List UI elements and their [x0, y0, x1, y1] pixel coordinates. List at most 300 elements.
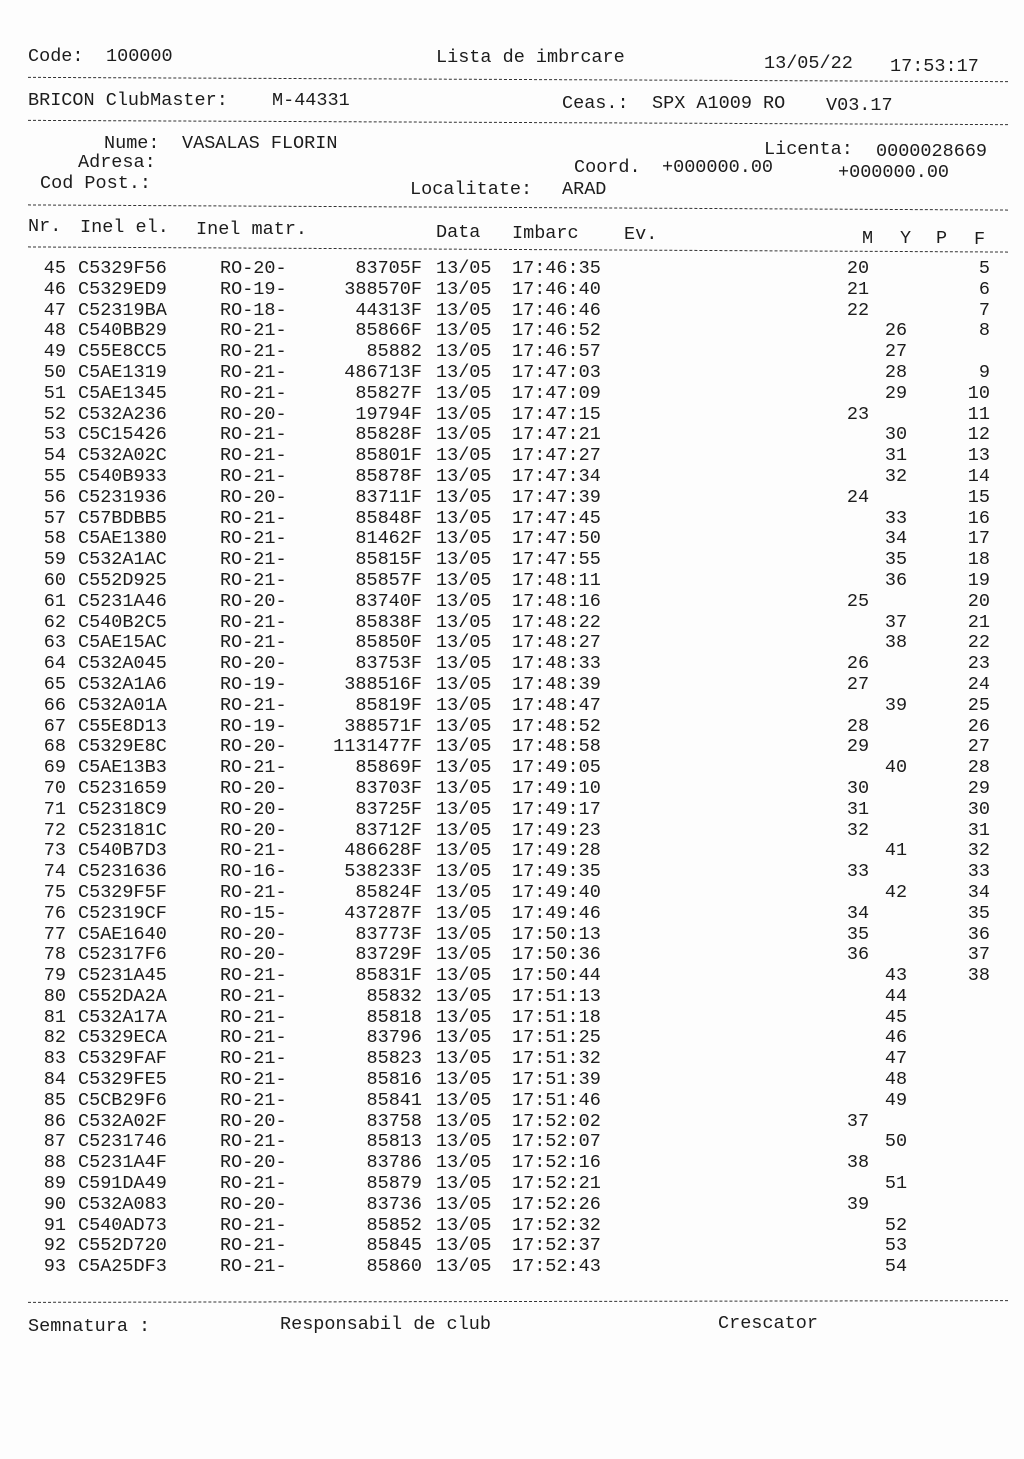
- entry-time: 17:48:39: [512, 673, 601, 695]
- ring-prefix: RO-21-: [220, 1069, 287, 1091]
- electronic-ring: C5CB29F6: [78, 1089, 167, 1111]
- ring-number: 85882: [366, 341, 422, 363]
- count-y: 48: [884, 1069, 908, 1091]
- ring-number: 85831F: [355, 965, 422, 987]
- count-f: 34: [967, 881, 990, 903]
- electronic-ring: C532A17A: [78, 1006, 167, 1028]
- table-row: [0, 1048, 1024, 1069]
- coord-y: +000000.00: [838, 162, 950, 183]
- table-row: [0, 924, 1024, 945]
- entry-date: 13/05: [436, 569, 492, 591]
- divider: [28, 120, 1008, 125]
- table-row: [0, 1090, 1024, 1111]
- electronic-ring: C540B933: [78, 465, 167, 487]
- electronic-ring: C5329FE5: [78, 1069, 167, 1091]
- ring-prefix: RO-20-: [220, 923, 287, 945]
- count-y: 47: [884, 1048, 908, 1070]
- entry-date: 13/05: [436, 486, 492, 508]
- clock-label: Ceas.:: [562, 93, 629, 114]
- table-row: [0, 736, 1024, 757]
- ring-prefix: RO-20-: [220, 1193, 287, 1215]
- count-f: 38: [967, 965, 990, 987]
- count-f: 17: [967, 528, 990, 550]
- entry-time: 17:52:37: [512, 1235, 601, 1257]
- table-row: [0, 861, 1024, 882]
- electronic-ring: C532A1AC: [78, 549, 167, 571]
- ring-prefix: RO-21-: [220, 507, 287, 529]
- count-m: 28: [846, 715, 870, 737]
- electronic-ring: C55E8D13: [78, 715, 167, 737]
- entry-time: 17:51:39: [512, 1069, 601, 1091]
- ring-prefix: RO-20-: [220, 736, 287, 758]
- electronic-ring: C5A25DF3: [78, 1256, 167, 1278]
- entry-time: 17:47:34: [512, 465, 601, 487]
- ring-number: 85866F: [355, 320, 422, 342]
- ring-prefix: RO-20-: [220, 590, 287, 612]
- count-m: 35: [846, 923, 870, 945]
- ring-prefix: RO-21-: [220, 881, 287, 903]
- ring-number: 538233F: [344, 861, 422, 883]
- row-number: 68: [43, 736, 66, 758]
- row-number: 64: [43, 653, 66, 675]
- row-number: 81: [43, 1006, 66, 1028]
- license-value: 0000028669: [876, 141, 988, 162]
- entry-date: 13/05: [436, 1193, 492, 1215]
- count-f: 6: [978, 278, 990, 300]
- row-number: 82: [43, 1027, 66, 1049]
- count-f: 30: [967, 798, 990, 820]
- ring-number: 85828F: [355, 424, 422, 446]
- table-row: [0, 279, 1024, 300]
- document-title: Lista de imbrcare: [436, 47, 625, 68]
- table-row: [0, 716, 1024, 737]
- electronic-ring: C552D720: [78, 1235, 167, 1257]
- entry-date: 13/05: [436, 1069, 492, 1091]
- entry-date: 13/05: [436, 1235, 492, 1257]
- electronic-ring: C5AE1319: [78, 361, 167, 383]
- postal-code-label: Cod Post.:: [40, 173, 152, 194]
- count-m: 39: [846, 1193, 870, 1215]
- row-number: 63: [43, 632, 66, 654]
- row-number: 62: [43, 611, 66, 633]
- table-row: [0, 674, 1024, 695]
- count-y: 26: [884, 320, 908, 342]
- row-number: 88: [43, 1152, 66, 1174]
- electronic-ring: C552D925: [78, 569, 167, 591]
- count-y: 31: [884, 445, 908, 467]
- table-row: [0, 778, 1024, 799]
- entry-time: 17:47:27: [512, 445, 601, 467]
- entry-time: 17:51:32: [512, 1048, 601, 1070]
- count-y: 54: [884, 1256, 908, 1278]
- ring-number: 85819F: [355, 694, 422, 716]
- col-p: P: [936, 228, 948, 249]
- count-f: 11: [967, 403, 990, 425]
- row-number: 72: [43, 819, 66, 841]
- table-row: [0, 757, 1024, 778]
- entry-date: 13/05: [436, 798, 492, 820]
- table-row: [0, 466, 1024, 487]
- row-number: 79: [43, 965, 66, 987]
- ring-number: 83796: [366, 1027, 422, 1049]
- col-data: Data: [436, 222, 481, 243]
- entry-time: 17:49:46: [512, 902, 601, 924]
- count-m: 31: [846, 798, 870, 820]
- electronic-ring: C5231636: [78, 861, 167, 883]
- electronic-ring: C540BB29: [78, 320, 167, 342]
- entry-date: 13/05: [436, 278, 492, 300]
- entry-time: 17:50:36: [512, 944, 601, 966]
- entry-time: 17:49:05: [512, 757, 601, 779]
- row-number: 74: [43, 861, 66, 883]
- count-f: 24: [967, 673, 990, 695]
- entry-time: 17:47:39: [512, 486, 601, 508]
- table-row: [0, 300, 1024, 321]
- count-f: 29: [967, 777, 990, 799]
- count-y: 39: [884, 694, 908, 716]
- club-value: M-44331: [272, 90, 350, 111]
- divider: [28, 204, 1008, 210]
- entry-time: 17:51:13: [512, 985, 601, 1007]
- count-f: 23: [967, 653, 990, 675]
- table-row: [0, 653, 1024, 674]
- row-number: 73: [43, 840, 66, 862]
- table-row: [0, 944, 1024, 965]
- ring-prefix: RO-21-: [220, 1256, 287, 1278]
- ring-number: 85857F: [355, 569, 422, 591]
- count-f: 26: [967, 715, 990, 737]
- electronic-ring: C5AE1345: [78, 382, 167, 404]
- ring-prefix: RO-20-: [220, 1152, 287, 1174]
- entry-time: 17:48:33: [512, 653, 601, 675]
- electronic-ring: C5C15426: [78, 424, 167, 446]
- table-row: [0, 591, 1024, 612]
- ring-number: 85832: [366, 985, 422, 1007]
- count-y: 44: [884, 985, 908, 1007]
- count-m: 27: [846, 673, 870, 695]
- ring-prefix: RO-21-: [220, 361, 287, 383]
- ring-number: 83786: [366, 1152, 422, 1174]
- ring-number: 85848F: [355, 507, 422, 529]
- count-f: 27: [967, 736, 990, 758]
- row-number: 75: [43, 881, 66, 903]
- count-f: 18: [967, 549, 990, 571]
- col-m: M: [862, 228, 874, 249]
- electronic-ring: C5231A46: [78, 590, 167, 612]
- table-row: [0, 383, 1024, 404]
- ring-prefix: RO-21-: [220, 1235, 287, 1257]
- divider: [28, 77, 1008, 82]
- entry-time: 17:49:17: [512, 798, 601, 820]
- ring-prefix: RO-21-: [220, 632, 287, 654]
- row-number: 45: [43, 258, 66, 279]
- table-row: [0, 1131, 1024, 1152]
- row-number: 78: [43, 944, 66, 966]
- entry-time: 17:49:40: [512, 881, 601, 903]
- entry-date: 13/05: [436, 1006, 492, 1028]
- code-label: Code:: [28, 46, 84, 67]
- count-m: 37: [846, 1110, 870, 1132]
- electronic-ring: C5329E8C: [78, 736, 167, 758]
- entry-time: 17:46:52: [512, 320, 601, 342]
- clock-value: SPX A1009 RO: [652, 93, 786, 114]
- electronic-ring: C532A045: [78, 653, 167, 675]
- entry-date: 13/05: [436, 923, 492, 945]
- table-row: [0, 903, 1024, 924]
- count-f: 22: [967, 632, 990, 654]
- entry-date: 13/05: [436, 1131, 492, 1153]
- electronic-ring: C5329F56: [78, 258, 167, 279]
- ring-number: 83703F: [355, 777, 422, 799]
- electronic-ring: C52319CF: [78, 902, 167, 924]
- ring-prefix: RO-20-: [220, 1110, 287, 1132]
- count-y: 34: [884, 528, 908, 550]
- ring-prefix: RO-19-: [220, 278, 287, 300]
- ring-prefix: RO-21-: [220, 549, 287, 571]
- entry-time: 17:52:07: [512, 1131, 601, 1153]
- row-number: 90: [43, 1193, 66, 1215]
- row-number: 57: [43, 507, 66, 529]
- entry-date: 13/05: [436, 694, 492, 716]
- row-number: 56: [43, 486, 66, 508]
- count-y: 35: [884, 549, 908, 571]
- entry-time: 17:51:18: [512, 1006, 601, 1028]
- row-number: 52: [43, 403, 66, 425]
- electronic-ring: C5AE1380: [78, 528, 167, 550]
- ring-number: 83711F: [355, 486, 422, 508]
- entry-time: 17:47:09: [512, 382, 601, 404]
- print-date: 13/05/22: [764, 53, 853, 74]
- ring-number: 388570F: [344, 278, 422, 300]
- entry-time: 17:52:16: [512, 1152, 601, 1174]
- print-time: 17:53:17: [890, 56, 979, 77]
- ring-prefix: RO-19-: [220, 673, 287, 695]
- entry-time: 17:48:22: [512, 611, 601, 633]
- ring-prefix: RO-21-: [220, 465, 287, 487]
- row-number: 93: [43, 1256, 66, 1278]
- count-m: 20: [846, 258, 870, 279]
- ring-prefix: RO-21-: [220, 1048, 287, 1070]
- table-row: [0, 549, 1024, 570]
- entry-time: 17:48:47: [512, 694, 601, 716]
- entry-date: 13/05: [436, 985, 492, 1007]
- col-inel-el: Inel el.: [80, 217, 169, 238]
- row-number: 60: [43, 569, 66, 591]
- count-f: 20: [967, 590, 990, 612]
- signature-label: Semnatura :: [28, 1316, 151, 1337]
- table-row: [0, 1194, 1024, 1215]
- ring-prefix: RO-21-: [220, 1214, 287, 1236]
- ring-prefix: RO-20-: [220, 403, 287, 425]
- name-label: Nume:: [104, 133, 160, 154]
- software-version: V03.17: [826, 95, 893, 116]
- locality-label: Localitate:: [410, 179, 533, 200]
- electronic-ring: C5231A45: [78, 965, 167, 987]
- count-m: 34: [846, 902, 870, 924]
- col-inel-matr: Inel matr.: [196, 219, 308, 240]
- ring-prefix: RO-18-: [220, 299, 287, 321]
- electronic-ring: C540B7D3: [78, 840, 167, 862]
- count-f: 28: [967, 757, 990, 779]
- table-row: [0, 258, 1024, 279]
- entry-date: 13/05: [436, 361, 492, 383]
- ring-number: 85860: [366, 1256, 422, 1278]
- ring-number: 83725F: [355, 798, 422, 820]
- count-m: 32: [846, 819, 870, 841]
- ring-number: 83736: [366, 1193, 422, 1215]
- count-y: 51: [884, 1173, 908, 1195]
- col-imbarc: Imbarc: [512, 223, 579, 244]
- ring-number: 388516F: [344, 673, 422, 695]
- ring-prefix: RO-20-: [220, 258, 287, 279]
- entry-date: 13/05: [436, 424, 492, 446]
- electronic-ring: C52318C9: [78, 798, 167, 820]
- electronic-ring: C55E8CC5: [78, 341, 167, 363]
- entry-date: 13/05: [436, 382, 492, 404]
- table-row: [0, 986, 1024, 1007]
- table-row: [0, 1152, 1024, 1173]
- table-row: [0, 1256, 1024, 1277]
- row-number: 87: [43, 1131, 66, 1153]
- count-m: 25: [846, 590, 870, 612]
- entry-time: 17:50:13: [512, 923, 601, 945]
- count-y: 52: [884, 1214, 908, 1236]
- address-label: Adresa:: [78, 152, 156, 173]
- col-y: Y: [900, 228, 912, 249]
- count-y: 33: [884, 507, 908, 529]
- entry-date: 13/05: [436, 819, 492, 841]
- count-f: 12: [967, 424, 990, 446]
- row-number: 85: [43, 1089, 66, 1111]
- row-number: 59: [43, 549, 66, 571]
- electronic-ring: C532A02F: [78, 1110, 167, 1132]
- count-f: 25: [967, 694, 990, 716]
- count-f: 8: [978, 320, 990, 342]
- count-y: 45: [884, 1006, 908, 1028]
- entry-date: 13/05: [436, 673, 492, 695]
- row-number: 69: [43, 757, 66, 779]
- count-y: 50: [884, 1131, 908, 1153]
- entry-date: 13/05: [436, 1110, 492, 1132]
- ring-number: 388571F: [344, 715, 422, 737]
- row-number: 67: [43, 715, 66, 737]
- entry-date: 13/05: [436, 465, 492, 487]
- electronic-ring: C5329ECA: [78, 1027, 167, 1049]
- count-m: 30: [846, 777, 870, 799]
- table-row: [0, 1111, 1024, 1132]
- entries-table: [0, 258, 1024, 1277]
- count-f: 16: [967, 507, 990, 529]
- entry-date: 13/05: [436, 590, 492, 612]
- entry-date: 13/05: [436, 632, 492, 654]
- table-row: [0, 612, 1024, 633]
- table-row: [0, 820, 1024, 841]
- ring-number: 85878F: [355, 465, 422, 487]
- ring-number: 83740F: [355, 590, 422, 612]
- ring-prefix: RO-20-: [220, 653, 287, 675]
- count-f: 15: [967, 486, 990, 508]
- count-y: 40: [884, 757, 908, 779]
- count-m: 38: [846, 1152, 870, 1174]
- ring-number: 85852: [366, 1214, 422, 1236]
- electronic-ring: C5231659: [78, 777, 167, 799]
- entry-time: 17:48:27: [512, 632, 601, 654]
- entry-date: 13/05: [436, 1152, 492, 1174]
- table-row: [0, 1235, 1024, 1256]
- entry-date: 13/05: [436, 1173, 492, 1195]
- ring-number: 85850F: [355, 632, 422, 654]
- row-number: 66: [43, 694, 66, 716]
- ring-prefix: RO-21-: [220, 382, 287, 404]
- entry-time: 17:46:35: [512, 258, 601, 279]
- entry-time: 17:46:40: [512, 278, 601, 300]
- row-number: 77: [43, 923, 66, 945]
- table-row: [0, 320, 1024, 341]
- divider: [28, 246, 1008, 252]
- col-f: F: [974, 229, 986, 250]
- table-row: [0, 632, 1024, 653]
- table-row: [0, 965, 1024, 986]
- ring-prefix: RO-21-: [220, 694, 287, 716]
- ring-prefix: RO-20-: [220, 944, 287, 966]
- ring-number: 83712F: [355, 819, 422, 841]
- entry-date: 13/05: [436, 944, 492, 966]
- ring-prefix: RO-21-: [220, 965, 287, 987]
- row-number: 54: [43, 445, 66, 467]
- count-y: 37: [884, 611, 908, 633]
- ring-number: 85823: [366, 1048, 422, 1070]
- electronic-ring: C532A1A6: [78, 673, 167, 695]
- row-number: 76: [43, 902, 66, 924]
- electronic-ring: C532A01A: [78, 694, 167, 716]
- entry-time: 17:48:16: [512, 590, 601, 612]
- row-number: 89: [43, 1173, 66, 1195]
- ring-number: 85827F: [355, 382, 422, 404]
- ring-number: 1131477F: [333, 736, 422, 758]
- coord-label: Coord.: [574, 157, 641, 178]
- count-y: 41: [884, 840, 908, 862]
- row-number: 86: [43, 1110, 66, 1132]
- electronic-ring: C5231A4F: [78, 1152, 167, 1174]
- table-row: [0, 1027, 1024, 1048]
- table-row: [0, 840, 1024, 861]
- electronic-ring: C57BDBB5: [78, 507, 167, 529]
- ring-number: 83753F: [355, 653, 422, 675]
- entry-time: 17:49:23: [512, 819, 601, 841]
- count-y: 38: [884, 632, 908, 654]
- locality-value: ARAD: [562, 179, 607, 200]
- entry-time: 17:46:57: [512, 341, 601, 363]
- electronic-ring: C540B2C5: [78, 611, 167, 633]
- table-row: [0, 695, 1024, 716]
- count-y: 43: [884, 965, 908, 987]
- row-number: 46: [43, 278, 66, 300]
- count-m: 24: [846, 486, 870, 508]
- ring-number: 437287F: [344, 902, 422, 924]
- count-m: 26: [846, 653, 870, 675]
- ring-number: 85869F: [355, 757, 422, 779]
- ring-number: 83729F: [355, 944, 422, 966]
- ring-prefix: RO-21-: [220, 569, 287, 591]
- ring-number: 83705F: [355, 258, 422, 279]
- ring-prefix: RO-21-: [220, 341, 287, 363]
- entry-date: 13/05: [436, 653, 492, 675]
- table-row: [0, 1173, 1024, 1194]
- entry-time: 17:49:10: [512, 777, 601, 799]
- ring-number: 85818: [366, 1006, 422, 1028]
- entry-date: 13/05: [436, 549, 492, 571]
- electronic-ring: C5AE1640: [78, 923, 167, 945]
